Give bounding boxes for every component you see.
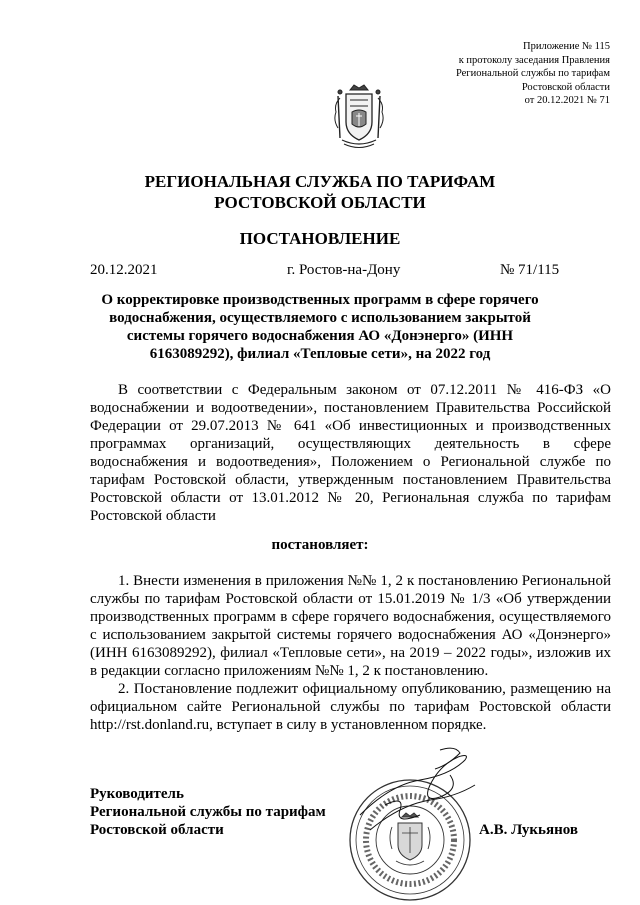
signer-title [90, 785, 326, 839]
signer-title-line: Региональной службы по тарифам [90, 804, 326, 820]
appendix-line: Ростовской области [521, 81, 610, 93]
document-date: 20.12.2021 [90, 262, 158, 278]
decree-word: постановляет: [271, 537, 369, 553]
appendix-note [456, 40, 610, 108]
document-subject: О корректировке производственных программ в сфере горячего водоснабжения, осуществляемого с использованием закрытой системы горячего водоснабжения АО «Донэнерго» (ИНН 6163089292), филиал «Тепловые сети», на 2022 год [101, 292, 539, 362]
document-number: № 71/115 [500, 262, 560, 278]
preamble-paragraph: В соответствии с Федеральным законом от 07.12.2011 № 416-ФЗ «О водоснабжении и водоотведении», постановлением Правительства Российской Федерации от 29.07.2013 № 641 «Об инвестиционных и производственных программах организаций, осуществляющих деятельность в сфере водоснабжения и водоотведения», Положением о Региональной службе по тарифам Ростовской области, утвержденным постановлением Правительства Ростовской области от 13.01.2012 № 20, Региональная служба по тарифам Ростовской области [90, 382, 611, 524]
signer-name: А.В. Лукьянов [479, 822, 578, 838]
organization-line: РОСТОВСКОЙ ОБЛАСТИ [214, 193, 426, 212]
organization-name [0, 171, 640, 213]
resolution-item: 1. Внести изменения в приложения №№ 1, 2 к постановлению Региональной службы по тарифам Ростовской области от 15.01.2019 № 1/3 «Об утверждении производственных программ в сфере горячего водоснабжения, осуществляемого с использованием закрытой системы горячего водоснабжения АО «Донэнерго» (ИНН 6163089292), филиал «Тепловые сети», на 2019 – 2022 годы», изложив их в редакции согласно приложениям №№ 1, 2 к постановлению. [90, 573, 611, 679]
organization-line: РЕГИОНАЛЬНАЯ СЛУЖБА ПО ТАРИФАМ [144, 172, 496, 191]
coat-of-arms-icon [330, 82, 388, 152]
preamble [90, 381, 611, 525]
signer-title-line: Руководитель [90, 786, 184, 802]
resolution-items [90, 572, 611, 734]
official-seal-icon [330, 745, 500, 905]
resolution-item: 2. Постановление подлежит официальному опубликованию, размещению на официальном сайте Региональной службы по тарифам Ростовской области http://rst.donland.ru, вступает в силу в установленном порядке. [90, 681, 611, 733]
signer-title-line: Ростовской области [90, 822, 224, 838]
appendix-line: Приложение № 115 [523, 41, 610, 52]
document-city: г. Ростов-на-Дону [287, 262, 401, 278]
appendix-line: от 20.12.2021 № 71 [524, 95, 610, 106]
document-type: ПОСТАНОВЛЕНИЕ [239, 229, 401, 248]
appendix-line: к протоколу заседания Правления [458, 54, 610, 66]
appendix-line: Региональной службы по тарифам [455, 68, 610, 79]
